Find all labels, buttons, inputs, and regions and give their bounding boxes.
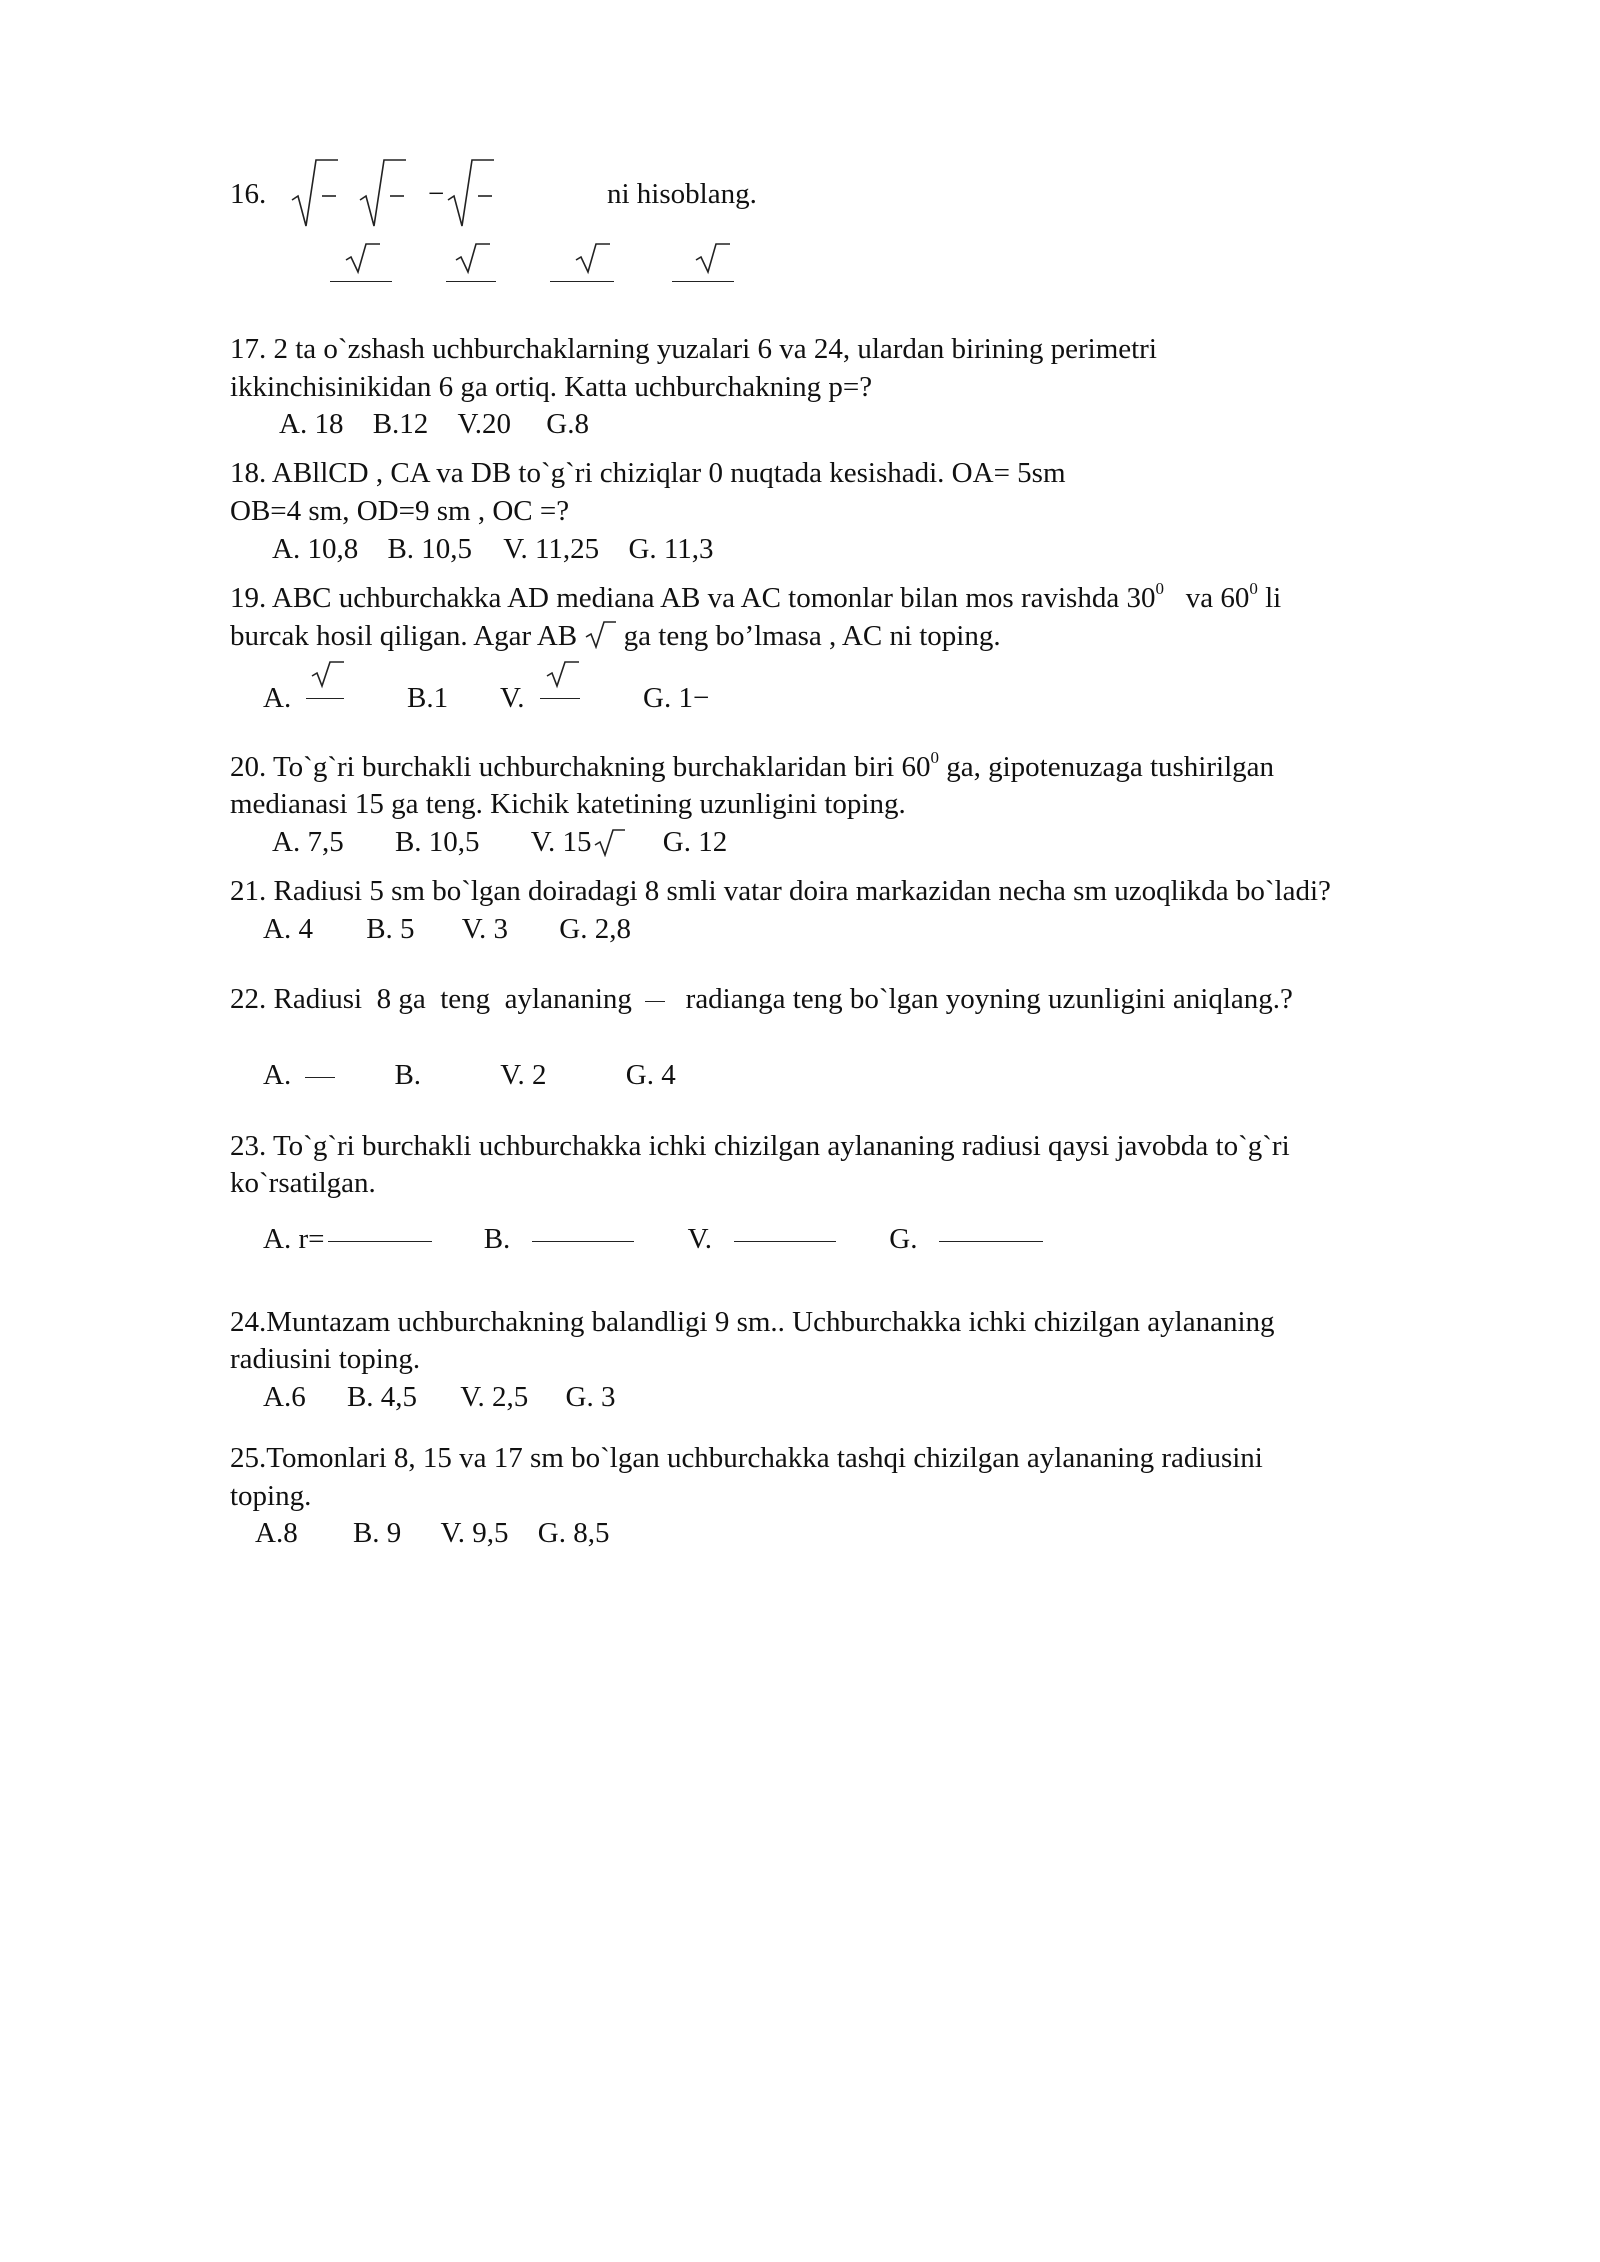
sqrt-icon — [692, 240, 732, 276]
fraction-bar — [645, 1001, 665, 1002]
answer-option-b[interactable]: B. 10,5 — [387, 533, 473, 565]
answer-option-g[interactable]: G. 1− — [643, 682, 710, 714]
answer-option-a[interactable]: A. 4 — [263, 913, 313, 945]
question-text: medianasi 15 ga teng. Kichik katetining uzunligini toping. — [230, 788, 906, 820]
answer-option-b[interactable]: B. 9 — [352, 1517, 402, 1549]
answer-option-a[interactable]: A.6 — [263, 1381, 306, 1413]
question-text: 22. Radiusi 8 ga teng aylananing radianga teng bo`lgan yoyning uzunligini aniqlang.? — [230, 983, 1293, 1015]
answer-options — [263, 1057, 676, 1093]
answer-option-g[interactable]: G. 12 — [662, 826, 728, 858]
answer-option-g[interactable]: G. 8,5 — [537, 1517, 610, 1549]
answer-option-a[interactable]: A.8 — [255, 1517, 298, 1549]
answer-option-a[interactable]: A. r= — [263, 1221, 432, 1257]
sqrt-icon — [342, 240, 382, 276]
question-text: 23. To`g`ri burchakli uchburchakka ichki chizilgan aylananing radiusi qaysi javobda to`g`ri — [230, 1130, 1290, 1162]
answer-option-g[interactable]: G. — [889, 1221, 1043, 1257]
fraction-bar — [446, 281, 496, 282]
fraction-bar — [672, 281, 734, 282]
answer-option-v[interactable]: V. 2,5 — [460, 1381, 529, 1413]
answer-option-g[interactable]: G. 11,3 — [628, 533, 714, 565]
answer-option-b[interactable]: B. 4,5 — [346, 1381, 418, 1413]
fraction-bar — [306, 698, 344, 699]
answer-option-b[interactable]: B. 10,5 — [394, 826, 480, 858]
answer-options — [279, 406, 589, 442]
answer-option-v[interactable]: V. — [500, 682, 525, 714]
sqrt-icon — [310, 660, 344, 688]
answer-option-b[interactable]: B. — [394, 1059, 422, 1091]
question-text: 19. ABC uchburchakka AD mediana AB va AC tomonlar bilan mos ravishda $30^0$ va $60^0$ li — [230, 579, 1282, 614]
sqrt-icon — [452, 240, 492, 276]
answer-option-g[interactable]: G. 4 — [625, 1059, 676, 1091]
sqrt-icon — [572, 240, 612, 276]
answer-options — [263, 911, 631, 947]
question-text: 17. 2 ta o`zshash uchburchaklarning yuzalari 6 va 24, ulardan birining perimetri — [230, 333, 1157, 365]
sqrt-icon — [290, 156, 340, 230]
sqrt-icon — [545, 660, 579, 688]
answer-option-a[interactable]: A. 10,8 — [272, 533, 359, 565]
answer-options — [263, 680, 291, 716]
sqrt-icon — [358, 156, 408, 230]
fraction-bar — [330, 281, 392, 282]
answer-options — [272, 531, 714, 567]
answer-option-b[interactable]: B. 5 — [366, 913, 415, 945]
answer-option-v[interactable]: V. — [688, 1221, 836, 1257]
answer-option-b[interactable]: B. — [484, 1221, 635, 1257]
answer-option-b[interactable]: B.12 — [372, 408, 429, 440]
answer-options — [263, 1379, 615, 1415]
answer-option-a[interactable]: A. — [263, 682, 292, 714]
answer-option-b[interactable]: B.1 — [407, 682, 449, 714]
sqrt-icon — [584, 618, 616, 654]
answer-option-v[interactable]: V. 15 — [531, 824, 626, 860]
answer-option-v[interactable]: V. 2 — [500, 1059, 547, 1091]
answer-option-a[interactable]: A. 18 — [279, 408, 344, 440]
answer-option-v[interactable]: V. 3 — [461, 913, 509, 945]
fraction-bar — [550, 281, 614, 282]
question-text: toping. — [230, 1480, 312, 1512]
question-16-text: ni hisoblang. — [607, 178, 757, 210]
answer-option-g[interactable]: G. 3 — [565, 1381, 616, 1413]
answer-option-a[interactable]: A. 7,5 — [272, 826, 344, 858]
question-text: OB=4 sm, OD=9 sm , OC =? — [230, 495, 570, 527]
question-text: 25.Tomonlari 8, 15 va 17 sm bo`lgan uchburchakka tashqi chizilgan aylananing radiusini — [230, 1442, 1263, 1474]
fraction-bar — [305, 1077, 335, 1078]
fraction-bar — [328, 1241, 432, 1242]
fraction-bar — [734, 1241, 836, 1242]
question-text: radiusini toping. — [230, 1343, 421, 1375]
question-text: burcak hosil qiligan. Agar AB ga teng bo’lmasa , AC ni toping. — [230, 620, 1001, 652]
minus-sign: − — [428, 178, 445, 210]
answer-option-v[interactable]: V. 9,5 — [440, 1517, 509, 1549]
fraction-bar — [939, 1241, 1043, 1242]
question-text: 20. To`g`ri burchakli uchburchakning burchaklaridan biri $60^0$ ga, gipotenuzaga tushirilgan — [230, 748, 1274, 783]
answer-option-g[interactable]: G. 2,8 — [559, 913, 631, 945]
fraction-bar — [532, 1241, 634, 1242]
question-text: 21. Radiusi 5 sm bo`lgan doiradagi 8 smli vatar doira markazidan necha sm uzoqlikda bo`ladi? — [230, 875, 1331, 907]
answer-options — [255, 1515, 609, 1551]
answer-option-a[interactable]: A. — [263, 1057, 335, 1093]
question-16-number: 16. — [230, 178, 267, 210]
answer-options — [272, 824, 727, 860]
answer-option-g[interactable]: G.8 — [546, 408, 589, 440]
question-text: 18. ABllCD , CA va DB to`g`ri chiziqlar 0 nuqtada kesishadi. OA= 5sm — [230, 457, 1066, 489]
answer-options — [263, 1221, 1043, 1257]
question-text: ko`rsatilgan. — [230, 1167, 376, 1199]
question-text: ikkinchisinikidan 6 ga ortiq. Katta uchburchakning p=? — [230, 371, 873, 403]
question-text: 24.Muntazam uchburchakning balandligi 9 sm.. Uchburchakka ichki chizilgan aylananing — [230, 1306, 1275, 1338]
answer-option-v[interactable]: V.20 — [457, 408, 512, 440]
answer-option-v[interactable]: V. 11,25 — [503, 533, 600, 565]
sqrt-icon — [446, 156, 496, 230]
fraction-bar — [540, 698, 580, 699]
sqrt-icon — [592, 827, 626, 857]
